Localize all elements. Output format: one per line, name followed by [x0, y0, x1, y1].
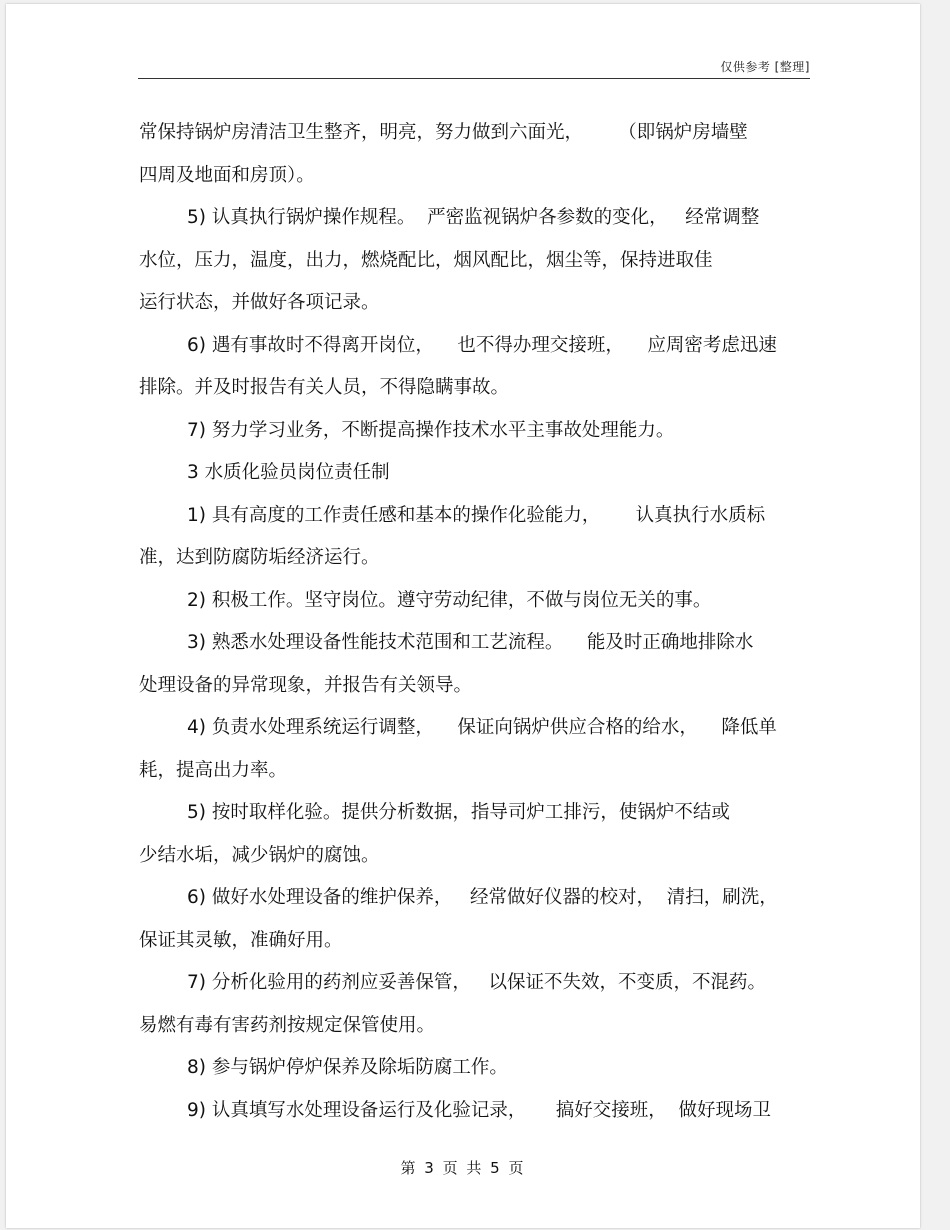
body-text-line: 5) 按时取样化验。提供分析数据，指导司炉工排污，使锅炉不结或: [187, 802, 730, 823]
body-text-line: 7) 努力学习业务，不断提高操作技术水平主事故处理能力。: [187, 419, 675, 441]
body-text-line: 2) 积极工作。坚守岗位。遵守劳动纪律，不做与岗位无关的事。: [187, 589, 712, 611]
body-text-line: 保证其灵敏，准确好用。: [139, 929, 343, 951]
body-text-line: 水位，压力，温度，出力，燃烧配比，烟风配比，烟尘等，保持进取佳: [139, 249, 713, 271]
body-text-line: 3 水质化验员岗位责任制: [187, 462, 390, 483]
body-text-line: 7) 分析化验用的药剂应妥善保管， 以保证不失效，不变质，不混药。: [187, 972, 767, 993]
header-divider: [138, 78, 810, 79]
body-text-line: 易燃有毒有害药剂按规定保管使用。: [139, 1014, 436, 1036]
body-text-line: 8) 参与锅炉停炉保养及除垢防腐工作。: [187, 1057, 508, 1078]
page-footer: 第 3 页 共 5 页: [400, 1159, 526, 1177]
body-text-line: 3) 熟悉水处理设备性能技术范围和工艺流程。 能及时正确地排除水: [187, 632, 754, 653]
body-text-line: 处理设备的异常现象，并报告有关领导。: [139, 674, 473, 696]
body-text-line: 6) 做好水处理设备的维护保养， 经常做好仪器的校对， 清扫，刷洗，: [187, 887, 778, 908]
body-text-line: 1) 具有高度的工作责任感和基本的操作化验能力， 认真执行水质标: [187, 504, 766, 526]
body-text-line: 运行状态，并做好各项记录。: [139, 292, 380, 313]
body-text-line: 排除。并及时报告有关人员，不得隐瞒事故。: [139, 377, 510, 398]
body-text-line: 常保持锅炉房清洁卫生整齐，明亮，努力做到六面光， （即锅炉房墙壁: [139, 122, 748, 143]
header-note: 仅供参考 [整理]: [720, 60, 810, 74]
body-text-line: 4) 负责水处理系统运行调整， 保证向锅炉供应合格的给水， 降低单: [187, 717, 777, 738]
body-text-line: 少结水垢，减少锅炉的腐蚀。: [139, 844, 380, 866]
body-text-line: 四周及地面和房顶）。: [139, 164, 315, 186]
document-body: [139, 112, 814, 1132]
body-text-line: 准，达到防腐防垢经济运行。: [139, 547, 380, 568]
body-text-line: 9) 认真填写水处理设备运行及化验记录， 搞好交接班， 做好现场卫: [187, 1099, 772, 1121]
body-text-line: 5) 认真执行锅炉操作规程。 严密监视锅炉各参数的变化， 经常调整: [187, 207, 760, 228]
body-text-line: 耗，提高出力率。: [139, 759, 288, 781]
body-text-line: 6) 遇有事故时不得离开岗位， 也不得办理交接班， 应周密考虑迅速: [187, 334, 777, 356]
document-page: [6, 4, 920, 1228]
